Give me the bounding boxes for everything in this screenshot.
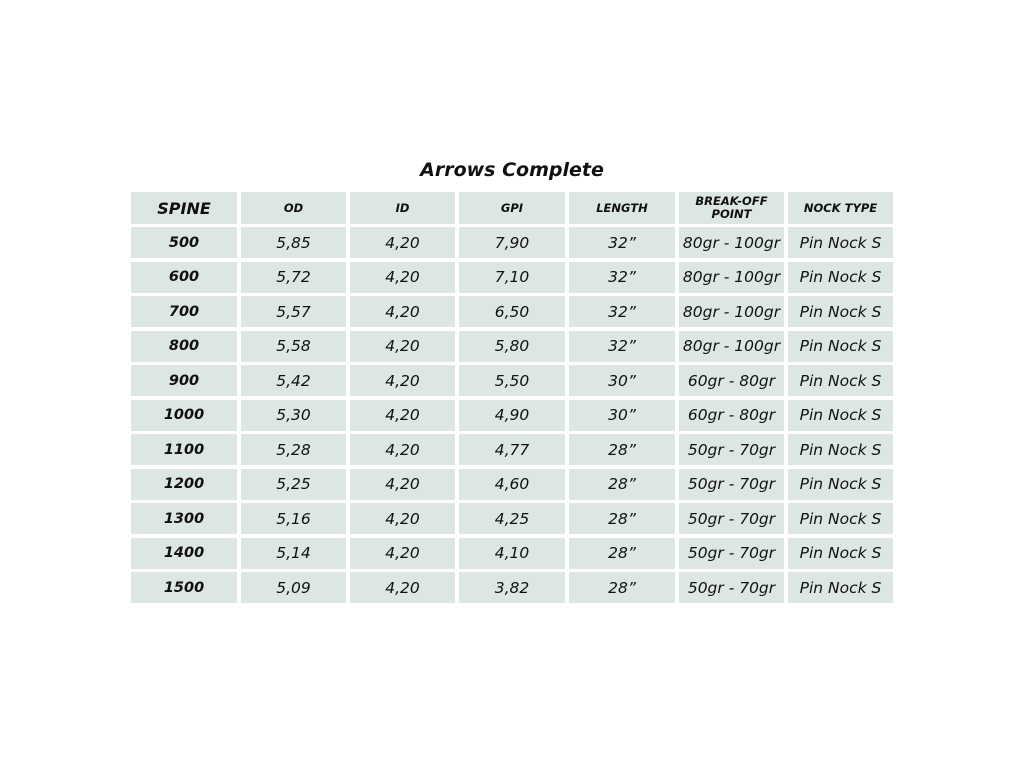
- cell-break-off-point: 50gr - 70gr: [679, 469, 784, 500]
- cell-length: 32”: [569, 262, 675, 293]
- cell-gpi: 4,77: [459, 434, 565, 465]
- spec-table: [131, 192, 893, 607]
- cell-nock-type: Pin Nock S: [788, 331, 893, 362]
- cell-od: 5,25: [241, 469, 346, 500]
- cell-nock-type: Pin Nock S: [788, 262, 893, 293]
- cell-id: 4,20: [350, 365, 455, 396]
- cell-break-off-point: 50gr - 70gr: [679, 434, 784, 465]
- cell-break-off-point: 60gr - 80gr: [679, 365, 784, 396]
- table-row: [131, 296, 893, 327]
- cell-spine: 1500: [131, 572, 237, 603]
- cell-id: 4,20: [350, 227, 455, 258]
- table-body: [131, 227, 893, 603]
- cell-od: 5,72: [241, 262, 346, 293]
- cell-nock-type: Pin Nock S: [788, 227, 893, 258]
- header-break-off-point: BREAK-OFF POINT: [679, 192, 784, 224]
- cell-nock-type: Pin Nock S: [788, 469, 893, 500]
- cell-length: 28”: [569, 434, 675, 465]
- table-row: [131, 331, 893, 362]
- cell-nock-type: Pin Nock S: [788, 503, 893, 534]
- cell-break-off-point: 50gr - 70gr: [679, 538, 784, 569]
- cell-break-off-point: 80gr - 100gr: [679, 227, 784, 258]
- table-row: [131, 365, 893, 396]
- table-row: [131, 227, 893, 258]
- table-row: [131, 262, 893, 293]
- cell-spine: 800: [131, 331, 237, 362]
- cell-break-off-point: 80gr - 100gr: [679, 331, 784, 362]
- cell-break-off-point: 50gr - 70gr: [679, 572, 784, 603]
- cell-gpi: 6,50: [459, 296, 565, 327]
- cell-length: 28”: [569, 572, 675, 603]
- cell-id: 4,20: [350, 503, 455, 534]
- cell-gpi: 4,60: [459, 469, 565, 500]
- cell-length: 28”: [569, 469, 675, 500]
- cell-gpi: 4,25: [459, 503, 565, 534]
- cell-nock-type: Pin Nock S: [788, 296, 893, 327]
- cell-id: 4,20: [350, 572, 455, 603]
- cell-gpi: 7,10: [459, 262, 565, 293]
- table-row: [131, 434, 893, 465]
- cell-nock-type: Pin Nock S: [788, 365, 893, 396]
- cell-spine: 500: [131, 227, 237, 258]
- cell-spine: 900: [131, 365, 237, 396]
- table-title: Arrows Complete: [420, 159, 604, 181]
- cell-id: 4,20: [350, 434, 455, 465]
- cell-spine: 700: [131, 296, 237, 327]
- header-spine: SPINE: [131, 192, 237, 224]
- table-row: [131, 469, 893, 500]
- cell-gpi: 3,82: [459, 572, 565, 603]
- cell-length: 32”: [569, 296, 675, 327]
- cell-id: 4,20: [350, 331, 455, 362]
- header-od: OD: [241, 192, 346, 224]
- cell-break-off-point: 80gr - 100gr: [679, 262, 784, 293]
- cell-od: 5,57: [241, 296, 346, 327]
- cell-nock-type: Pin Nock S: [788, 400, 893, 431]
- cell-spine: 1100: [131, 434, 237, 465]
- cell-od: 5,58: [241, 331, 346, 362]
- cell-od: 5,28: [241, 434, 346, 465]
- cell-od: 5,30: [241, 400, 346, 431]
- cell-od: 5,85: [241, 227, 346, 258]
- cell-id: 4,20: [350, 538, 455, 569]
- cell-break-off-point: 80gr - 100gr: [679, 296, 784, 327]
- cell-id: 4,20: [350, 469, 455, 500]
- cell-id: 4,20: [350, 296, 455, 327]
- cell-id: 4,20: [350, 262, 455, 293]
- cell-gpi: 4,90: [459, 400, 565, 431]
- header-nock-type: NOCK TYPE: [788, 192, 893, 224]
- cell-length: 30”: [569, 365, 675, 396]
- table-header-row: [131, 192, 893, 224]
- cell-od: 5,14: [241, 538, 346, 569]
- cell-nock-type: Pin Nock S: [788, 434, 893, 465]
- cell-gpi: 5,80: [459, 331, 565, 362]
- table-row: [131, 572, 893, 603]
- table-row: [131, 538, 893, 569]
- cell-nock-type: Pin Nock S: [788, 538, 893, 569]
- cell-length: 28”: [569, 503, 675, 534]
- cell-break-off-point: 50gr - 70gr: [679, 503, 784, 534]
- cell-od: 5,16: [241, 503, 346, 534]
- cell-od: 5,42: [241, 365, 346, 396]
- cell-gpi: 5,50: [459, 365, 565, 396]
- cell-length: 30”: [569, 400, 675, 431]
- cell-spine: 1400: [131, 538, 237, 569]
- header-gpi: GPI: [459, 192, 565, 224]
- cell-gpi: 7,90: [459, 227, 565, 258]
- header-id: ID: [350, 192, 455, 224]
- cell-spine: 1200: [131, 469, 237, 500]
- table-row: [131, 503, 893, 534]
- cell-length: 28”: [569, 538, 675, 569]
- cell-nock-type: Pin Nock S: [788, 572, 893, 603]
- table-row: [131, 400, 893, 431]
- cell-gpi: 4,10: [459, 538, 565, 569]
- cell-spine: 1300: [131, 503, 237, 534]
- cell-id: 4,20: [350, 400, 455, 431]
- cell-od: 5,09: [241, 572, 346, 603]
- header-length: LENGTH: [569, 192, 675, 224]
- cell-length: 32”: [569, 227, 675, 258]
- cell-length: 32”: [569, 331, 675, 362]
- cell-break-off-point: 60gr - 80gr: [679, 400, 784, 431]
- cell-spine: 600: [131, 262, 237, 293]
- cell-spine: 1000: [131, 400, 237, 431]
